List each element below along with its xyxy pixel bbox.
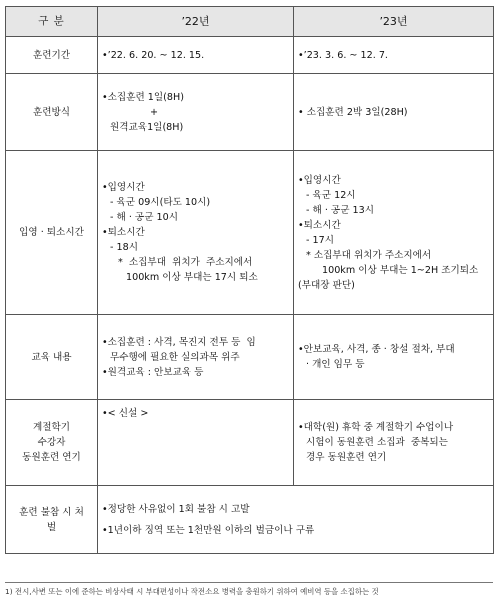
footnote-divider [5, 582, 493, 583]
row-label-period: 훈련기간 [6, 37, 98, 74]
seasonal-2022: •< 신설 > [98, 400, 294, 486]
seasonal-2023: •대학(원) 휴학 중 계절학기 수업이나 시험이 동원훈련 소집과 중복되는 경우 동원훈련 연기 [294, 400, 494, 486]
row-penalty [6, 486, 494, 554]
period-2022: •’22. 6. 20. ~ 12. 15. [98, 37, 294, 74]
header-category: 구 분 [6, 7, 98, 37]
row-label-penalty: 훈련 불참 시 처 벌 [6, 486, 98, 554]
method-2022: •소집훈련 1일(8H) + 원격교육1일(8H) [98, 74, 294, 151]
education-2022: •소집훈련 : 사격, 목진지 전투 등 임 무수행에 필요한 실의과목 위주 •원격교육 : 안보교육 등 [98, 315, 294, 400]
row-method [6, 74, 494, 151]
footnote: 1) 전시,사변 또는 이에 준하는 비상사태 시 부대편성이나 작전소요 병력을 충원하기 위하여 예비역 등을 소집하는 것 [5, 587, 379, 596]
comparison-table [5, 6, 494, 554]
header-row [6, 7, 494, 37]
row-label-method: 훈련방식 [6, 74, 98, 151]
penalty-content: •정당한 사유없이 1회 불참 시 고발 •1년이하 징역 또는 1천만원 이하의 벌금이나 구류 [98, 486, 494, 554]
period-2023: •’23. 3. 6. ~ 12. 7. [294, 37, 494, 74]
row-label-entry-exit: 입영 · 퇴소시간 [6, 151, 98, 315]
header-2022: ’22년 [98, 7, 294, 37]
row-entry-exit [6, 151, 494, 315]
row-seasonal [6, 400, 494, 486]
row-education [6, 315, 494, 400]
header-2023: ’23년 [294, 7, 494, 37]
entry-exit-2022: •입영시간 - 육군 09시(타도 10시) - 해 · 공군 10시 •퇴소시간 - 18시 * 소집부대 위치가 주소지에서 100km 이상 부대는 17시 퇴소 [98, 151, 294, 315]
education-2023: •안보교육, 사격, 종 · 창설 절차, 부대 · 개인 임무 등 [294, 315, 494, 400]
row-label-seasonal: 계절학기 수강자 동원훈련 연기 [6, 400, 98, 486]
method-2023: • 소집훈련 2박 3일(28H) [294, 74, 494, 151]
row-period [6, 37, 494, 74]
entry-exit-2023: •입영시간 - 육군 12시 - 해 · 공군 13시 •퇴소시간 - 17시 * 소집부대 위치가 주소지에서 100km 이상 부대는 1~2H 조기퇴소 (부대장 판단) [294, 151, 494, 315]
row-label-education: 교육 내용 [6, 315, 98, 400]
